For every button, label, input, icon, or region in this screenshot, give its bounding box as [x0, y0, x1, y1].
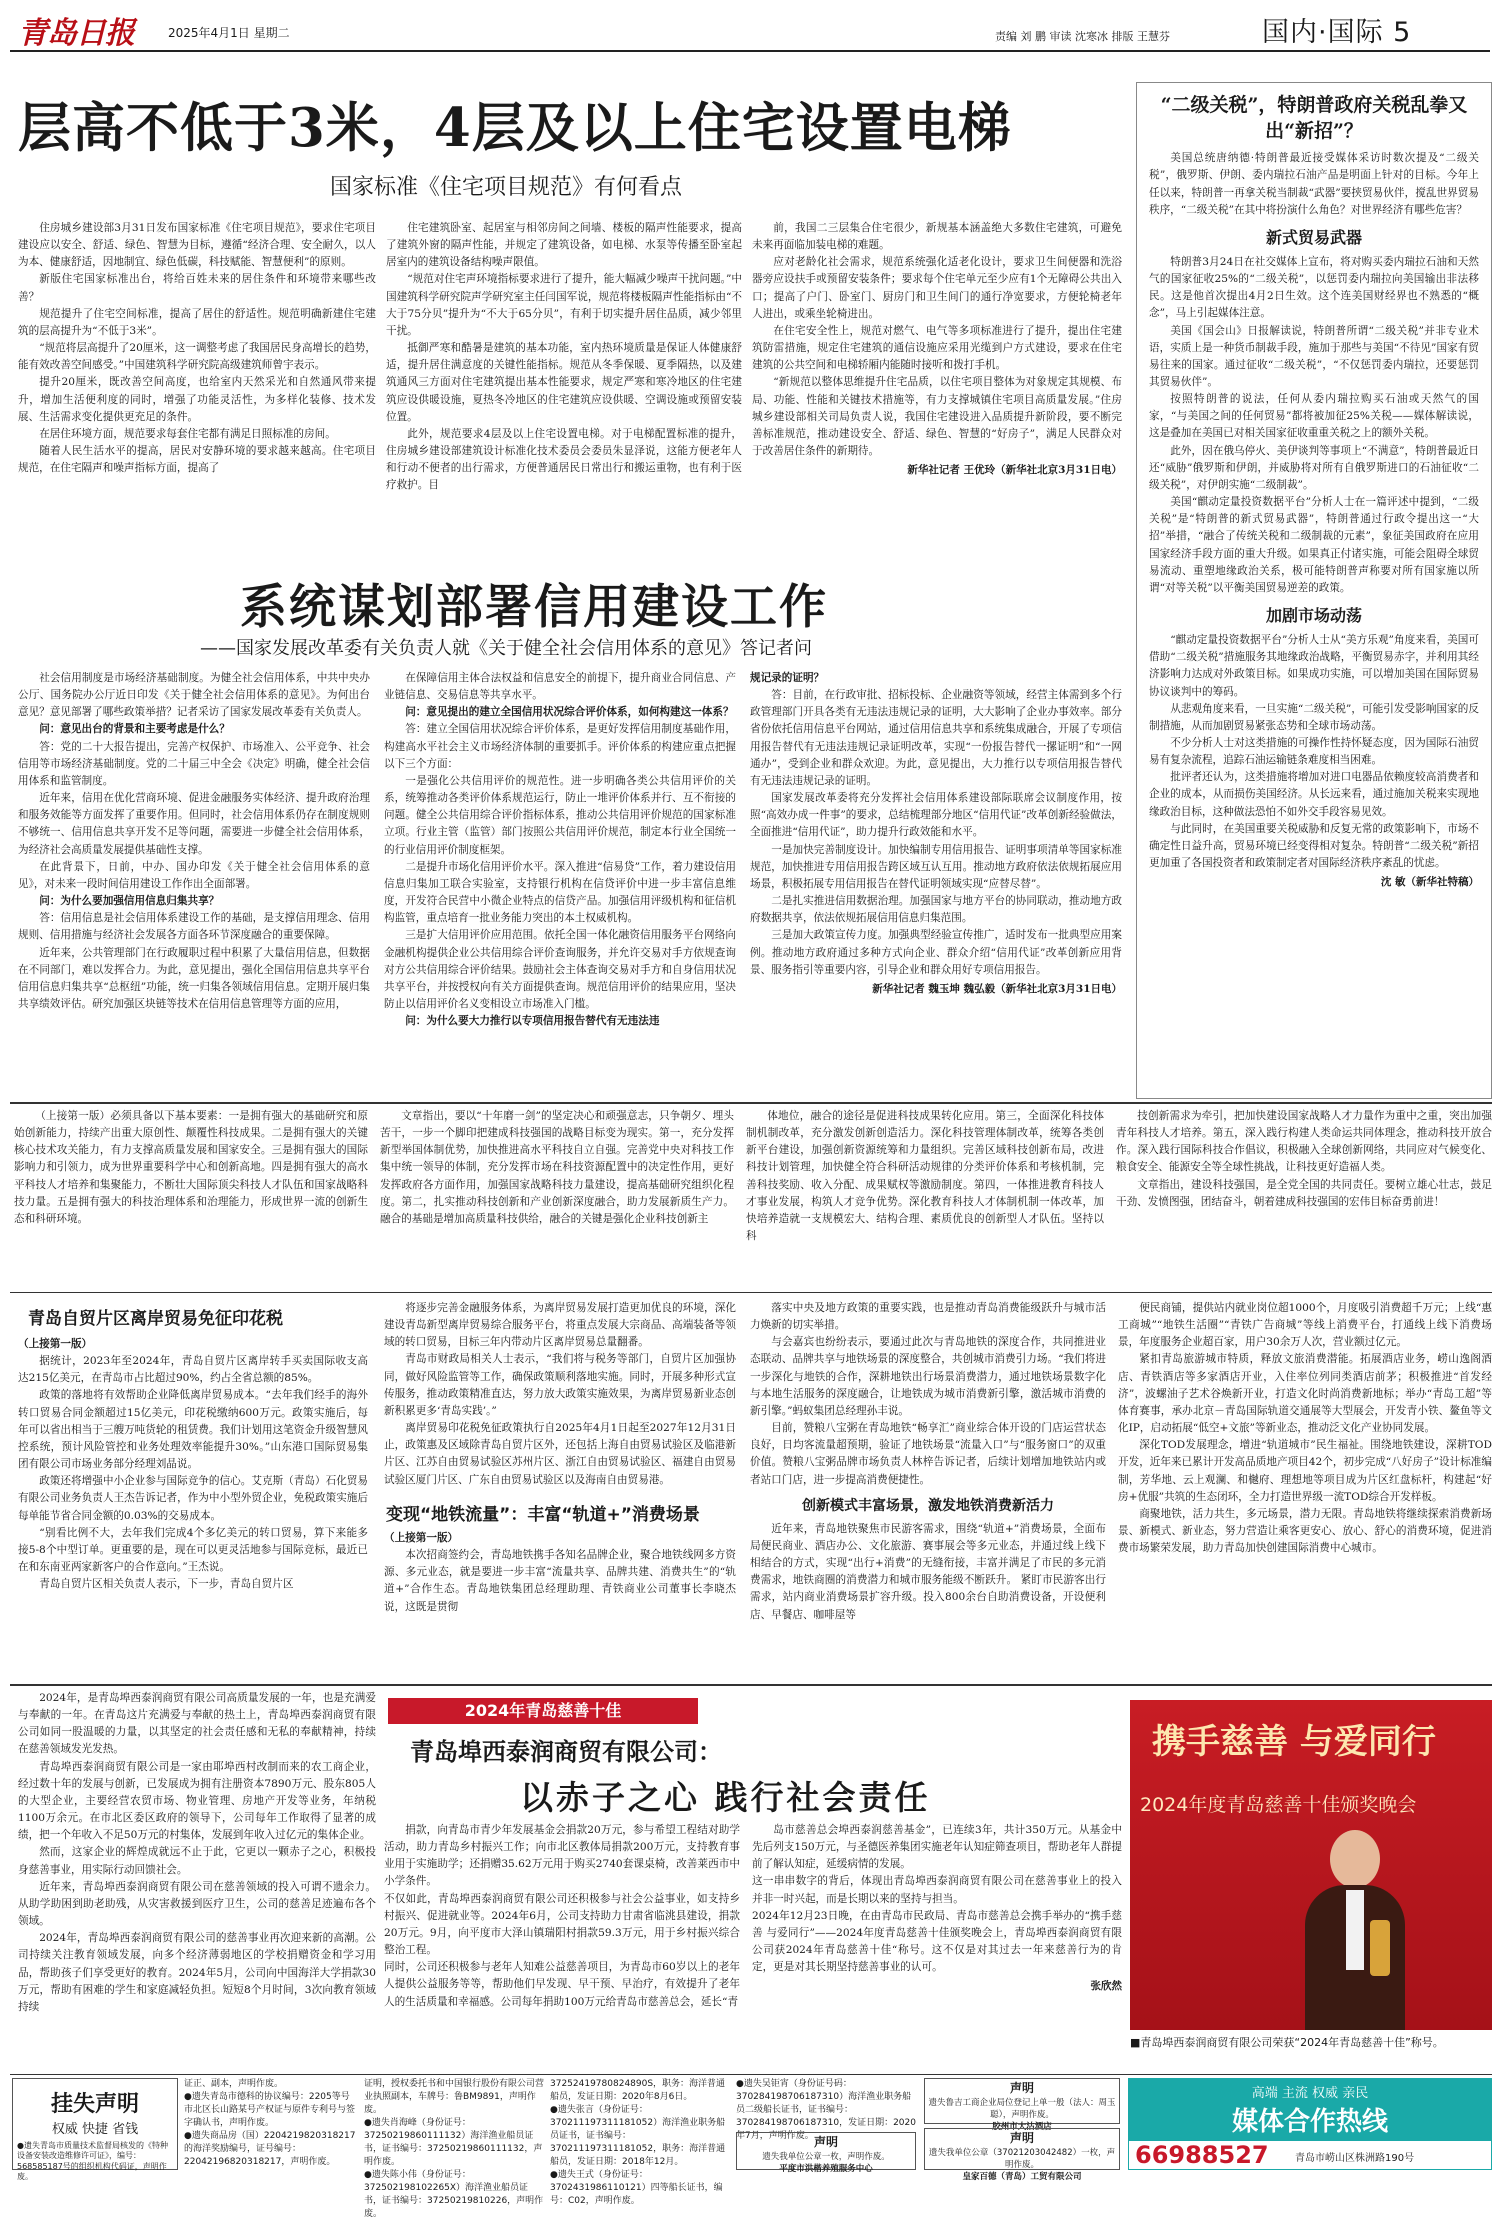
article1-byline: 新华社记者 王优玲（新华社北京3月31日电）	[907, 464, 1122, 477]
issue-date: 2025年4月1日 星期二	[168, 26, 290, 40]
continuation-col1: （上接第一版）必须具备以下基本要素：一是拥有强大的基础研究和原始创新能力，持续产出重大原创性、颠覆性科技成果。二是拥有强大的关键核心技术攻关能力，有力支撑高质量发展和国家安全。三是拥有强大的国际影响力和引领力，成为世界重要科学中心和创新高地。四是拥有强大的高水平科技人才培养和集聚能力，不断壮大国际顶尖科技人才队伍和国家战略科技力量。五是拥有强大的科技治理体系和治理能力，形成世界一流的创新生态和科研环境。	[14, 1110, 368, 1225]
article2-col2: 在保障信用主体合法权益和信息安全的前提下，提升商业合同信息、产业链信息、交易信息等共享水平。 问：意见提出的建立全国信用状况综合评价体系，如何构建这一体系？ 答：建立全国信用状况综合评价体系，是更好发挥信用制度基础作用，构建高水平社会主义市场经济体制的重要抓手。评价体系的构建应重点把握以下三个方面： 一是强化公共信用评价的规范性。进一步明确各类公共信用评价的关系，统筹推动各类评价体系规范运行，防止一堆评价体系并行、互不衔接的问题。健全公共信用综合评价指标体系，推动公共信用评价规范的国家标准立项。行业主管（监管）部门按照公共信用评价规范，制定本行业全国统一的行业信用评价制度框架。 二是提升市场化信用评价水平。深入推进“信易贷”工作，着力建设信用信息归集加工联合实验室，支持银行机构在信贷评价中进一步丰富信息维度，开发符合民营中小微企业特点的信贷产品。加强信用评级机构和征信机构监管，重点培育一批业务能力突出的本土权威机构。 三是扩大信用评价应用范围。依托全国一体化融资信用服务平台网络向金融机构提供企业公共信用综合评价查询服务，并允许交易对手方依规查询对方公共信用综合评价结果。鼓励社会主体查询交易对手方和自身信用状况共享平台，并按授权向有关方面提供查询。规范信用评价的结果应用，坚决防止以信用评价名义变相设立市场准入门槛。 问：为什么要大力推行以专项信用报告替代有无违法违	[384, 672, 736, 1028]
article1-col1: 住房城乡建设部3月31日发布国家标准《住宅项目规范》，要求住宅项目建设应以安全、舒适、绿色、智慧为目标，遵循“经济合理、安全耐久，以人为本、健康舒适，因地制宜、绿色低碳，科技赋能、智慧便利”的原则。 新版住宅国家标准出台，将给百姓未来的居住条件和环境带来哪些改善？ 规范提升了住宅空间标准，提高了居住的舒适性。规范明确新建住宅建筑的层高提升为“不低于3米”。 “规范将层高提升了20厘米，这一调整考虑了我国居民身高增长的趋势，能有效改善空间感受。”中国建筑科学研究院高级建筑师曾宇表示。 提升20厘米，既改善空间高度，也给室内天然采光和自然通风带来提升，增加生活便利度的同时，增强了功能灵活性，为多样化装修、技术发展、生活需求变化提供更充足的条件。 在居住环境方面，规范要求每套住宅都有满足日照标准的房间。 随着人民生活水平的提高，居民对安静环境的要求越来越高。住宅项目规范，在住宅隔声和噪声指标方面，提高了	[18, 222, 376, 475]
divider	[10, 1292, 1492, 1293]
classified-col3: 37252419780824890S，职务：海洋普通船员，发证日期：2020年8月6日。 ●遗失张言（身份证号：370211197311181052）海洋渔业职务船员证书，证书编号：370211197311181052，职务：海洋普通船员，发证日期：2018年12月。 ●遗失王式（身份证号：3702431986110121）四等船长证书，编号：C02，声明作废。	[550, 2079, 726, 2207]
lost-notice-box	[12, 2078, 178, 2182]
media-ad-phone: 66988527	[1135, 2141, 1269, 2169]
awardee-figure	[1300, 1830, 1410, 2030]
sidebar-byline: 沈 敏（新华社特稿）	[1380, 876, 1479, 889]
media-ad-tagline: 高端 主流 权威 亲民	[1251, 2086, 1369, 2101]
media-ad-title: 媒体合作热线	[1231, 2107, 1388, 2137]
sidebar-heading-1: 新式贸易武器	[1265, 227, 1362, 247]
editor-credits: 责编 刘 鹏 审读 沈寒冰 排版 王慧芬	[995, 30, 1170, 43]
classified-col1: 证正、副本，声明作废。 ●遗失青岛市德科的协议编号：2205等号市北区长山路某号产权证与原件专利号与签字确认书，声明作废。 ●遗失商品房（国）2204219820318217的海洋奖励编号，证号编号：22042196820318217，声明作废。	[184, 2079, 356, 2168]
charity-title-1: 青岛埠西泰润商贸有限公司：	[410, 1738, 722, 1766]
article2-col1: 社会信用制度是市场经济基础制度。为健全社会信用体系，中共中央办公厅、国务院办公厅近日印发《关于健全社会信用体系的意见》。为何出台意见？意见部署了哪些政策举措？记者采访了国家发展改革委有关负责人。 问：意见出台的背景和主要考虑是什么？ 答：党的二十大报告提出，完善产权保护、市场准入、公平竞争、社会信用等市场经济基础制度。党的二十届三中全会《决定》明确，健全社会信用体系和监管制度。 近年来，信用在优化营商环境、促进金融服务实体经济、提升政府治理和服务效能等方面发挥了重要作用。但同时，社会信用体系仍存在制度规则不够统一、信用信息共享开发不足等问题，需要进一步健全社会信用体系，为经济社会高质量发展提供基础性支撑。 在此背景下，日前，中办、国办印发《关于健全社会信用体系的意见》，对未来一段时间信用建设工作作出全面部署。 问：为什么要加强信用信息归集共享？ 答：信用信息是社会信用体系建设工作的基础，是支撑信用理念、信用规则、信用措施与经济社会发展各方面各环节深度融合的重要保障。 近年来，公共管理部门在行政履职过程中积累了大量信用信息，但数据在不同部门，难以发挥合力。为此，意见提出，强化全国信用信息共享平台信用信息归集共享“总枢纽”功能，统一归集各领域信用信息。定期开展归集共享绩效评估。研究加强区块链等技术在信用信息管理等方面的应用，	[18, 672, 370, 1010]
lost-notice-text: ●遗失青岛市质量技术监督局核发的《特种设备安装改造维修许可证》，编号：568585187号的组织机构代码证，声明作废。	[17, 2141, 168, 2182]
article2-subheadline: ——国家发展改革委有关负责人就《关于健全社会信用体系的意见》答记者问	[200, 638, 812, 659]
continuation-col3: 体地位，融合的途径是促进科技成果转化应用。第三，全面深化科技体制机制改革，充分激发创新创造活力。深化科技管理体制改革，统筹各类创新平台建设，加强创新资源统筹和力量组织。完善区域科技创新布局，改进科技计划管理，加快健全符合科研活动规律的分类评价体系和考核机制，完善科技奖励、收入分配、成果赋权等激励制度。第四，一体推进教育科技人才事业发展，构筑人才竞争优势。深化教育科技人才体制机制一体改革，加快培养造就一支规模宏大、结构合理、素质优良的创新型人才队伍。坚持以科	[746, 1110, 1104, 1243]
media-ad	[1128, 2078, 1492, 2170]
page-header	[10, 4, 1490, 52]
article2-headline: 系统谋划部署信用建设工作	[240, 580, 828, 635]
article4-col4: 便民商铺，提供站内就业岗位超1000个，月度吸引消费超千万元；上线“惠工商城”“地铁生活圈”“青铁广告商城”等线上消费平台，打通线上线下消费场景，年度服务企业超百家，用户30余万人次，营业额过亿元。 紧扣青岛旅游城市特质，释放文旅消费潜能。拓展酒店业务，崂山逸阁酒店、青铁酒店等多家酒店开业，入住率位列同类酒店前茅；积极推进“首发经济”，波螺油子艺术谷焕新开业，打造文化时尚消费新地标；举办“青岛工超”等体育赛事，承办北京－青岛国际轨道交通展等大型展会，开发青小铁、鳌鱼等文化IP，启动拓展“低空+文旅”等新业态，推动泛文化产业协同发展。 深化TOD发展理念，增进“轨道城市”民生福祉。围绕地铁建设，深耕TOD开发，近年来已累计开发高品质地产项目42个，初步完成“八好房子”设计标准编制，芳华地、云上观澜、和樾府、理想地等项目成为片区红盘标杆，构建起“好房+优服”共筑的生态闭环，全力打造世界级一流TOD综合开发样板。 商聚地铁，活力共生，多元场景，潜力无限。青岛地铁将继续探索消费新场景、新模式、新业态，努力营造让乘客更安心、放心、舒心的消费环境，促进消费市场繁荣发展，助力青岛加快创建国际消费中心城市。	[1118, 1302, 1492, 1555]
charity-banner: 2024年青岛慈善十佳	[388, 1698, 698, 1724]
trophy-icon	[1370, 1920, 1390, 1976]
article1-col2: 住宅建筑卧室、起居室与相邻房间之间墙、楼板的隔声性能要求，提高了建筑外窗的隔声性能，并规定了建筑设备，如电梯、水泵等传播至卧室起居室内的建筑设备结构噪声限值。 “规范对住宅声环境指标要求进行了提升，能大幅减少噪声干扰问题。”中国建筑科学研究院声学研究室主任闫国军说，规范将楼板隔声性能指标由“不大于75分贝”提升为“不大于65分贝”，有利于切实提升居住品质，减少邻里干扰。 抵御严寒和酷暑是建筑的基本功能，室内热环境质量是保证人体健康舒适，提升居住满意度的关键性能指标。规范从冬季保暖、夏季隔热，以及建筑通风三方面对住宅建筑提出基本性能要求，规定严寒和寒冷地区的住宅建筑应设供暖设施，夏热冬冷地区的住宅建筑应设供暖、空调设施或预留安装位置。 此外，规范要求4层及以上住宅设置电梯。对于电梯配置标准的提升，住房城乡建设部建筑设计标准化技术委员会委员朱显泽说，这能方便老年人和行动不便者的出行需求，方便普通居民日常出行和搬运重物，也有利于医疗救护。目	[386, 222, 742, 492]
sidebar-title: “二级关税”，特朗普政府关税乱拳又出“新招”？	[1160, 94, 1468, 142]
divider	[10, 2074, 1492, 2075]
article4-subheading: 创新模式丰富场景，激发地铁消费新活力	[802, 1497, 1054, 1514]
charity-left-col: 2024年，是青岛埠西泰润商贸有限公司高质量发展的一年，也是充满爱与奉献的一年。在青岛这片充满爱与奉献的热土上，青岛埠西泰润商贸有限公司如同一股温暖的力量，以其坚定的社会责任感和无私的奉献精神，持续在慈善领域发光发热。 青岛埠西泰润商贸有限公司是一家由耶埠西村改制而来的农工商企业，经过数十年的发展与创新，已发展成为拥有注册资本7890万元、股东805人的大型企业，主要经营农贸市场、物业管理、房地产开发等业务，年纳税1100万余元。在市北区委区政府的领导下，公司每年工作取得了显著的成绩，把一个年收入不足50万元的村集体，发展到年收入过亿元的集体企业。 然而，这家企业的辉煌成就远不止于此，它更以一颗赤子之心，积极投身慈善事业，用实际行动回馈社会。 近年来，青岛埠西泰润商贸有限公司在慈善领域的投入可谓不遗余力。从助学助困到助老助残，从灾害救援到医疗卫生，公司的慈善足迹遍布各个领域。 2024年，青岛埠西泰润商贸有限公司的慈善事业再次迎来新的高潮。公司持续关注教育领域发展，向多个经济薄弱地区的学校捐赠资金和学习用品，帮助孩子们享受更好的教育。2024年5月，公司向中国海洋大学捐款30万元，帮助有困难的学生和家庭减轻负担。短短8个月时间，3次向教育领域持续	[18, 1692, 376, 2013]
article4-col2: （上接第一版） 本次招商签约会，青岛地铁携手各知名品牌企业，聚合地铁线网多方资源、多元业态，就是要进一步丰富“流量共享、品牌共建、消费共生”的“轨道+”合作生态。青岛地铁集团总经理助理、青铁商业公司董事长李晓杰说，这既是贯彻	[384, 1532, 736, 1613]
charity-byline: 张欣然	[1090, 1980, 1122, 1993]
lost-notice-title: 挂失声明	[50, 2092, 139, 2117]
article3-headline: 青岛自贸片区离岸贸易免征印花税	[28, 1309, 283, 1329]
divider	[10, 1102, 1492, 1104]
declaration-3: 声明 遗失我单位公章一枚，声明作废。 平度市洪楷养殖服务中心	[736, 2132, 916, 2170]
lost-notice-slogan: 权威 快捷 省钱	[51, 2122, 139, 2137]
charity-title-2: 以赤子之心 践行社会责任	[520, 1778, 931, 1817]
article4-headline: 变现“地铁流量”：丰富“轨道+”消费场景	[386, 1505, 700, 1525]
article2-byline: 新华社记者 魏玉坤 魏弘毅（新华社北京3月31日电）	[872, 982, 1122, 995]
article4-col3: 落实中央及地方政策的重要实践，也是推动青岛消费能级跃升与城市活力焕新的切实举措。 与会嘉宾也纷纷表示，要通过此次与青岛地铁的深度合作，共同推进业态联动、品牌共享与地铁场景的深度整合，共创城市消费引力场。“我们将进一步深化与地铁的合作，深耕地铁出行场景消费潜力，通过地铁场景数字化与本地生活服务的深度融合，让地铁成为城市消费新引擎，激活城市消费的新引擎。”蚂蚁集团总经理孙丰说。 目前，赞粮八宝粥在青岛地铁“畅享汇”商业综合体开设的门店运营状态良好，日均客流量超预期，验证了地铁场景“流量入口”与“服务窗口”的双重价值。赞粮八宝粥品牌市场负责人林梓告诉记者，后续计划增加地铁站内或者站口门店，进一步提高消费便捷性。 创新模式丰富场景，激发地铁消费新活力 近年来，青岛地铁聚焦市民游客需求，围绕“轨道+”消费场景，全面布局便民商业、酒店办公、文化旅游、赛事展会等多元业态，并通过线上线下相结合的方式，实现“出行+消费”的无缝衔接，丰富并满足了市民的多元消费需求，地铁商圈的消费潜力和城市服务能级不断跃升。 紧盯市民游客出行需求，站内商业消费场景扩容升级。投入800余台自助消费设备，开设便利店、早餐店、咖啡屋等	[750, 1302, 1106, 1621]
continuation-col4: 技创新需求为牵引，把加快建设国家战略人才力量作为重中之重，突出加强青年科技人才培养。第五，深入践行构建人类命运共同体理念，推动科技开放合作。深入践行国际科技合作倡议，积极融入全球创新网络，共同应对气候变化、粮食安全、能源安全等全球性挑战，让科技更好造福人类。 文章指出，建设科技强国，是全党全国的共同责任。要树立雄心壮志，鼓足干劲、发愤图强，团结奋斗，朝着建成科技强国的宏伟目标奋勇前进！	[1116, 1110, 1492, 1208]
classified-col2: 证明，授权委托书和中国银行股份有限公司营业执照副本，车牌号：鲁BM9891，声明作废。 ●遗失肖海峰（身份证号：37250219860111132）海洋渔业船员证书，证书编号：37250219860111132，声明作废。 ●遗失陈小伟（身份证号：372502198102265X）海洋渔业船员证书，证书编号：37250219810226，声明作废。	[364, 2079, 545, 2220]
newspaper-logo: 青岛日报	[18, 16, 134, 51]
sidebar-intro: 美国总统唐纳德·特朗普最近接受媒体采访时数次提及“二级关税”，俄罗斯、伊朗、委内瑞拉石油产品是明面上针对的目标。今年上任以来，特朗普一再拿关税当制裁“武器”要挟贸易伙伴，搅乱世界贸易秩序，“二级关税”在其中将扮演什么角色？对世界经济有哪些危害？	[1149, 152, 1479, 216]
media-ad-address: 青岛市崂山区株洲路190号	[1295, 2153, 1415, 2164]
declaration-1: 声明 遗失鲁吉工商企业局位登记上单一般（法人：周玉聪），声明作废。 胶州市大沽酒店	[924, 2078, 1120, 2124]
article2-col3: 规记录的证明？ 答：目前，在行政审批、招标投标、企业融资等领域，经营主体需到多个行政管理部门开具各类有无违法违规记录的证明，大大影响了企业办事效率。部分省份依托信用信息平台网站，通过信用信息共享和系统集成融合，开展了专项信用报告替代有无违法违规记录证明改革，实现“一份报告替代一摞证明”和“一网通办”，受到企业和群众欢迎。为此，意见提出，大力推行以专项信用报告替代有无违法违规记录的证明。 国家发展改革委将充分发挥社会信用体系建设部际联席会议制度作用，按照“高效办成一件事”的要求，总结梳理部分地区“信用代证”改革创新经验做法，全面推进“信用代证”，助力提升行政效能和水平。 一是加快完善制度设计。加快编制专用信用报告、证明事项清单等国家标准规范，加快推进专用信用报告跨区域互认互用。推动地方政府依法依规拓展应用场景，积极拓展专用信用报告在替代证明领域实现“应替尽替”。 二是扎实推进信用数据治理。加强国家与地方平台的协同联动，推动地方政府数据共享，依法依规拓展信用信息归集范围。 三是加大政策宣传力度。加强典型经验宣传推广，适时发布一批典型应用案例。推动地方政府通过多种方式向企业、群众介绍“信用代证”改革创新应用背景、服务指引等重要内容，引导企业和群众用好专项信用报告。 新华社记者 魏玉坤 魏弘毅（新华社北京3月31日电）	[750, 672, 1122, 995]
photo-banner-text: 携手慈善 与爱同行	[1152, 1722, 1436, 1762]
award-photo	[1130, 1700, 1492, 2030]
divider	[10, 1684, 1492, 1686]
photo-event-text: 2024年度青岛慈善十佳颁奖晚会	[1140, 1794, 1417, 1816]
classified-col4: ●遗失吴钜宵（身份证号码：370284198706187310）海洋渔业职务船员二级船长证书，证书编号：370284198706187310，发证日期：2020年7月，声明作废。	[736, 2079, 916, 2142]
sidebar-box: “二级关税”，特朗普政府关税乱拳又出“新招”？ 美国总统唐纳德·特朗普最近接受媒体采访时数次提及“二级关税”，俄罗斯、伊朗、委内瑞拉石油产品是明面上针对的目标。今年上任以来，特朗普一再拿关税当制裁“武器”要挟贸易伙伴，搅乱世界贸易秩序，“二级关税”在其中将扮演什么角色？对世界经济有哪些危害？ 新式贸易武器 特朗普3月24日在社交媒体上宣布，将对购买委内瑞拉石油和天然气的国家征收25%的“二级关税”，以惩罚委内瑞拉向美国输出非法移民。这是他首次提出4月2日生效。这个连美国财经界也不熟悉的“概念”，马上引起媒体注意。 美国《国会山》日报解读说，特朗普所谓“二级关税”并非专业术语，实质上是一种货币制裁手段，施加于那些与美国“不待见”国家有贸易往来的国家。通过征收“二级关税”，“不仅惩罚委内瑞拉，还要惩罚其贸易伙伴”。 按照特朗普的说法，任何从委内瑞拉购买石油或天然气的国家，“与美国之间的任何贸易”都将被加征25%关税——媒体解读说，这是叠加在美国已对相关国家征收重重关税之上的额外关税。 此外，因在俄乌停火、美伊谈判等事项上“不满意”，特朗普最近日还“威胁”俄罗斯和伊朗，并威胁将对所有自俄罗斯进口的石油征收“二级关税”，对伊朗实施“二级制裁”。 美国“麒动定量投资数据平台”分析人士在一篇评述中提到，“二级关税”是“特朗普的新式贸易武器”，特朗普通过行政令提出这一“大招”举措，“融合了传统关税和二级制裁的元素”，象征美国政府在应用国家经济手段方面的重大升级。如果真正付诸实施，可能会阻碍全球贸易流动、重塑地缘政治关系，极可能特朗普声称要对所有国家施以所谓“对等关税”以平衡美国贸易逆差的政策。 加剧市场动荡 “麒动定量投资数据平台”分析人士从“美方乐观”角度来看，美国可借助“二级关税”措施服务其地缘政治战略，平衡贸易赤字，并利用其经济影响力达成对外政策目标。如果成功实施，可以增加美国在国际贸易协议谈判中的筹码。 从悲观角度来看，一旦实施“二级关税”，可能引发受影响国家的反制措施，从而加剧贸易紧张态势和全球市场动荡。 不少分析人士对这类措施的可操作性持怀疑态度，因为国际石油贸易有复杂流程，追踪石油运输链条难度相当困难。 批评者还认为，这类措施将增加对进口电器品依赖度较高消费者和企业的成本，从而损伤美国经济。从长远来看，通过施加关税来实现地缘政治目标，这种做法恐怕不如外交手段容易见效。 与此同时，在美国重要关税威胁和反复无常的政策影响下，市场不确定性日益升高，贸易环境已经变得相对复杂。特朗普“二级关税”新招更加重了各国投资者和政策制定者对国际经济秩序紊乱的忧虑。 沈 敏（新华社特稿）	[1136, 82, 1492, 1099]
sidebar-heading-2: 加剧市场动荡	[1265, 606, 1362, 626]
article3-col1: （上接第一版） 据统计，2023年至2024年，青岛自贸片区离岸转手买卖国际收支高达215亿美元，在青岛市占比超过90%，约占全省总额的85%。 政策的落地将有效帮助企业降低离岸贸易成本。“去年我们经手的海外转口贸易合同金额超过15亿美元，印花税缴纳600万元。政策实施后，每年可以省出相当于三艘万吨货轮的租赁费。我们计划用这笔资金升级智慧风控系统，预计风险管控和业务处理效率能提升30%。”山东港口国际贸易集团有限公司市场业务部分经理刘晶说。 政策还将增强中小企业参与国际竞争的信心。艾克斯（青岛）石化贸易有限公司业务负责人王杰告诉记者，作为中小型外贸企业，免税政策实施后每单能节省合同金额的0.03%的交易成本。 “别看比例不大，去年我们完成4个多亿美元的转口贸易，算下来能多接5-8个中型订单。更重要的是，现在可以更灵活地参与国际竞标，最近已在和东南亚两家新客户的合作意向。”王杰说。 青岛自贸片区相关负责人表示，下一步，青岛自贸片区	[18, 1338, 368, 1591]
article3-col2: 将逐步完善金融服务体系，为离岸贸易发展打造更加优良的环境，深化建设青岛新型离岸贸易综合服务平台，将重点发展大宗商品、高端装备等领域的转口贸易，目标三年内带动片区离岸贸易总量翻番。 青岛市财政局相关人士表示，“我们将与税务等部门，自贸片区加强协同，做好风险监管等工作，确保政策顺利落地实施。同时，开展多种形式宣传服务，推动政策精准直达，努力放大政策实施效果，为离岸贸易新业态创新积累更多‘青岛实践’。” 离岸贸易印花税免征政策执行自2025年4月1日起至2027年12月31日止，政策惠及区域除青岛自贸片区外，还包括上海自由贸易试验区及临港新片区、江苏自由贸易试验区苏州片区、浙江自由贸易试验区、福建自由贸易试验区厦门片区、广东自由贸易试验区以及海南自由贸易港。	[384, 1302, 736, 1486]
declaration-2: 声明 遗失我单位公章（37021203042482）一枚，声明作废。 皇家百德（青岛）工贸有限公司	[924, 2128, 1120, 2170]
charity-col3: 岛市慈善总会埠西泰润慈善基金”，已连续3年，共计350万元。从基金中先后列支150万元，与圣德医养集团实施老年认知症筛查项目，帮助老年人群提前了解认知症，延缓病情的发展。 这一串串数字的背后，体现出青岛埠西泰润商贸有限公司在慈善事业上的投入并非一时兴起，而是长期以来的坚持与担当。 2024年12月23日晚，在由青岛市民政局、青岛市慈善总会携手举办的“携手慈善 与爱同行”——2024年度青岛慈善十佳颁奖晚会上，青岛埠西泰润商贸有限公司获2024年青岛慈善十佳“称号。这不仅是对其过去一年来慈善行为的肯定，更是对其长期坚持慈善事业的认可。 张欣然	[752, 1824, 1122, 1993]
section-title: 国内·国际 5	[1262, 17, 1412, 48]
continuation-col2: 文章指出，要以“十年磨一剑”的坚定决心和顽强意志，只争朝夕、埋头苦干，一步一个脚印把建成科技强国的战略目标变为现实。第一，充分发挥新型举国体制优势，加快推进高水平科技自立自强。完善党中央对科技工作集中统一领导的体制，充分发挥市场在科技资源配置中的决定性作用，更好发挥政府各方面作用，加强国家战略科技力量建设，提高基础研究组织化程度。第二，扎实推动科技创新和产业创新深度融合，助力发展新质生产力。融合的基础是增加高质量科技供给，融合的关键是强化企业科技创新主	[380, 1110, 734, 1225]
article1-subheadline: 国家标准《住宅项目规范》有何看点	[330, 175, 683, 200]
photo-caption: ■青岛埠西泰润商贸有限公司荣获“2024年青岛慈善十佳”称号。	[1130, 2036, 1444, 2049]
charity-col2: 捐款，向青岛市青少年发展基金会捐款20万元，参与希望工程结对助学活动，助力青岛乡村振兴工作；向市北区教体局捐款200万元，支持教育事业用于实施助学；还捐赠35.62万元用于购买2740套课桌椅，改善莱西市中小学条件。 不仅如此，青岛埠西泰润商贸有限公司还积极参与社会公益事业，如支持乡村振兴、促进就业等。2024年6月，公司支持助力甘肃省临洮县建设，捐款20万元。9月，向平度市大泽山镇瑞阳村捐款59.3万元，用于乡村振兴综合整治工程。 同时，公司还积极参与老年人知难公益慈善项目，为青岛市60岁以上的老年人提供公益服务等等，帮助他们早发现、早干预、早治疗，有效提升了老年人的生活质量和幸福感。公司每年捐助100万元给青岛市慈善总会，延长“青	[384, 1824, 740, 2008]
article1-headline: 层高不低于3米，4层及以上住宅设置电梯	[18, 97, 1012, 159]
article1-col3: 前，我国二三层集合住宅很少，新规基本涵盖绝大多数住宅建筑，可避免未来再面临加装电梯的难题。 应对老龄化社会需求，规范系统强化适老化设计，要求卫生间便器和洗浴器旁应设扶手或预留安装条件；要求每个住宅单元至少应有1个无障碍公共出入口；提高了户门、卧室门、厨房门和卫生间门的通行净宽要求，方便轮椅老年人进出，或乘坐轮椅进出。 在住宅安全性上，规范对燃气、电气等多项标准进行了提升，提出住宅建筑防雷措施，规定住宅建筑的通信设施应采用光缆到户方式建设，要求在住宅建筑的公共空间和电梯轿厢内能随时接听和拨打手机。 “新规范以整体思维提升住宅品质，以住宅项目整体为对象规定其规模、布局、功能、性能和关键技术措施等，有力支撑城镇住宅项目高质量发展。”住房城乡建设部相关司局负责人说，我国住宅建设进入品质提升新阶段，要不断完善标准规范，推动建设安全、舒适、绿色、智慧的“好房子”，满足人民群众对于改善居住条件的新期待。 新华社记者 王优玲（新华社北京3月31日电）	[752, 222, 1122, 477]
